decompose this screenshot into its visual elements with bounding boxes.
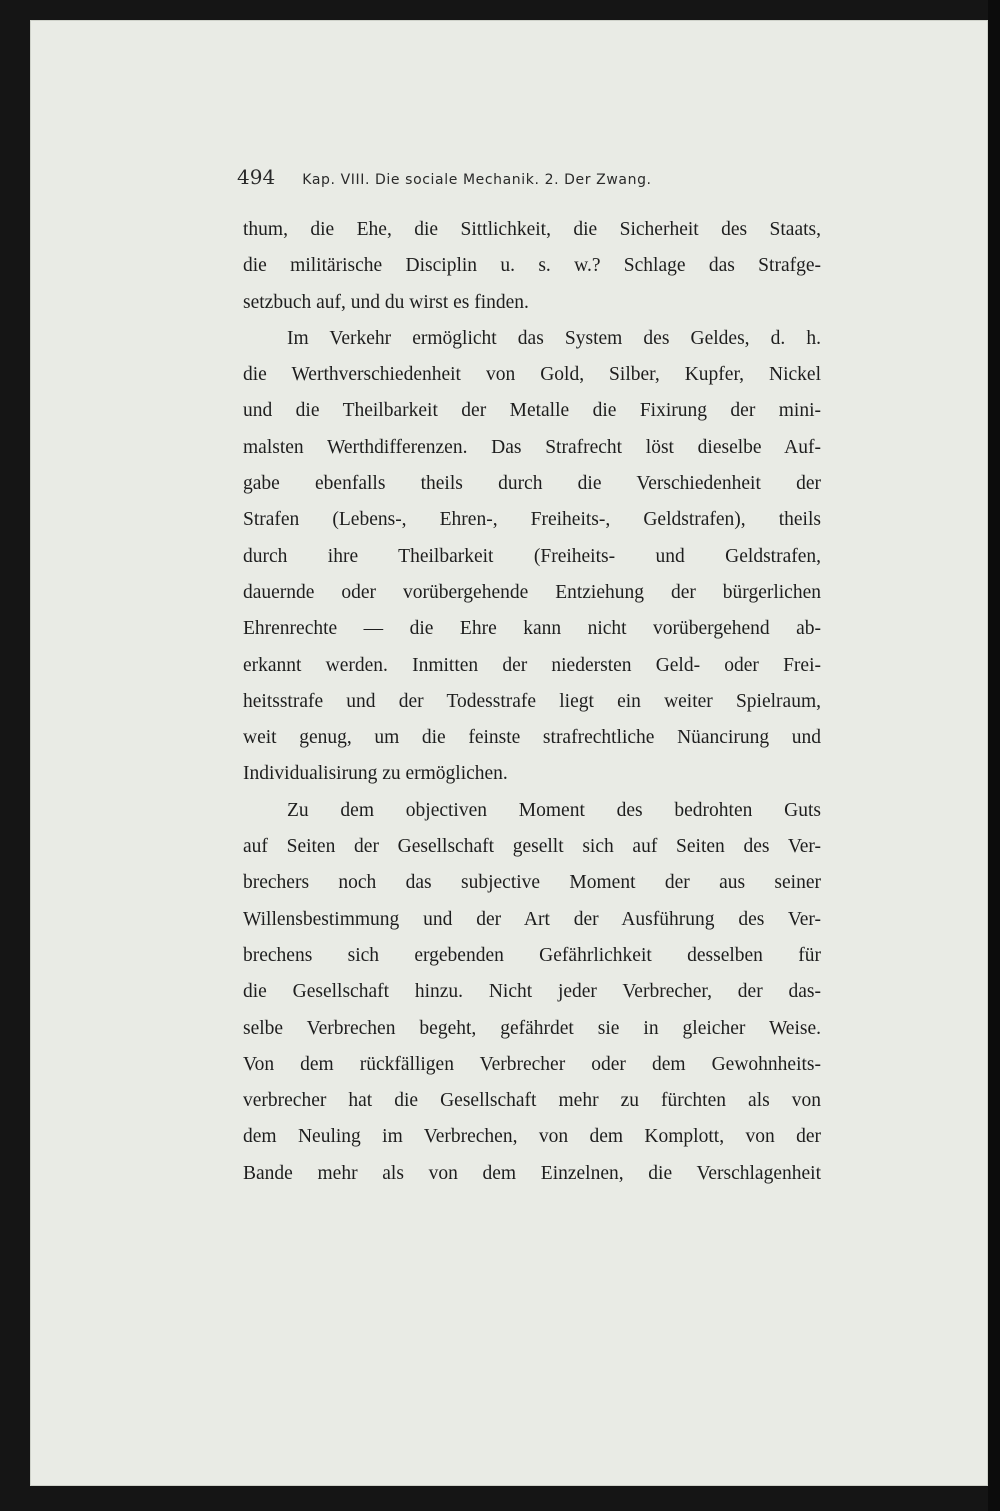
- text-line: erkannt werden. Inmitten der niedersten Geld- oder Frei-: [243, 654, 821, 676]
- text-line: malsten Werthdifferenzen. Das Strafrecht löst dieselbe Auf-: [243, 436, 821, 458]
- running-title: Kap. VIII. Die sociale Mechanik. 2. Der Zwang.: [302, 172, 652, 188]
- page-number: 494: [237, 165, 276, 189]
- text-line: Willensbestimmung und der Art der Ausführung des Ver-: [243, 908, 821, 930]
- text-line: heitsstrafe und der Todesstrafe liegt ein weiter Spielraum,: [243, 690, 821, 712]
- page-edge-shadow: [988, 0, 1000, 1511]
- text-line: Von dem rückfälligen Verbrecher oder dem Gewohnheits-: [243, 1053, 821, 1075]
- text-line: die militärische Disciplin u. s. w.? Schlage das Strafge-: [243, 255, 821, 277]
- text-line: Im Verkehr ermöglicht das System des Geldes, d. h.: [287, 327, 821, 349]
- text-line: gabe ebenfalls theils durch die Verschiedenheit der: [243, 473, 821, 495]
- text-line: Ehrenrechte — die Ehre kann nicht vorübergehend ab-: [243, 618, 821, 640]
- text-line: die Werthverschiedenheit von Gold, Silber, Kupfer, Nickel: [243, 364, 821, 386]
- text-line: brechens sich ergebenden Gefährlichkeit desselben für: [243, 944, 821, 966]
- text-line: durch ihre Theilbarkeit (Freiheits- und Geldstrafen,: [243, 545, 821, 567]
- text-line: dem Neuling im Verbrechen, von dem Komplott, von der: [243, 1126, 821, 1148]
- text-line: verbrecher hat die Gesellschaft mehr zu fürchten als von: [243, 1090, 821, 1112]
- text-line: Zu dem objectiven Moment des bedrohten Guts: [287, 799, 821, 821]
- text-line: Individualisirung zu ermöglichen.: [243, 763, 508, 785]
- text-line: weit genug, um die feinste strafrechtliche Nüancirung und: [243, 727, 821, 749]
- text-line: auf Seiten der Gesellschaft gesellt sich auf Seiten des Ver-: [243, 836, 821, 858]
- text-line: und die Theilbarkeit der Metalle die Fixirung der mini-: [243, 400, 821, 422]
- text-line: thum, die Ehe, die Sittlichkeit, die Sicherheit des Staats,: [243, 219, 821, 240]
- text-line: die Gesellschaft hinzu. Nicht jeder Verbrecher, der das-: [243, 981, 821, 1003]
- text-line: Strafen (Lebens-, Ehren-, Freiheits-, Geldstrafen), theils: [243, 509, 821, 531]
- page-header: [237, 165, 837, 189]
- text-line: setzbuch auf, und du wirst es finden.: [243, 291, 529, 313]
- text-line: dauernde oder vorübergehende Entziehung der bürgerlichen: [243, 581, 821, 603]
- text-line: brechers noch das subjective Moment der aus seiner: [243, 872, 821, 894]
- body-text: [243, 212, 821, 1192]
- text-line: selbe Verbrechen begeht, gefährdet sie in gleicher Weise.: [243, 1017, 821, 1039]
- text-line: Bande mehr als von dem Einzelnen, die Verschlagenheit: [243, 1162, 821, 1184]
